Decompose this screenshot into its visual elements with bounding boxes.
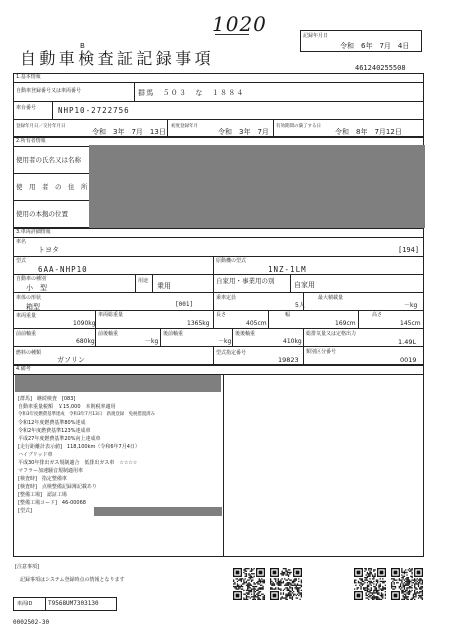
notice-heading: [注意事項] xyxy=(15,564,39,570)
note-line: [整備工場コード] 46-00068 xyxy=(18,500,86,506)
rule xyxy=(95,328,96,346)
fr-axle-value: －kg xyxy=(145,338,159,345)
kind-label: 自動車の種別 xyxy=(16,276,47,282)
rule xyxy=(13,328,424,329)
rule xyxy=(13,256,424,257)
qr-code-2 xyxy=(270,568,302,600)
qr-code-1 xyxy=(233,568,265,600)
maker-label: 車名 xyxy=(16,239,27,245)
use-value: 乗用 xyxy=(157,282,171,290)
rule xyxy=(213,292,214,310)
handwritten-number: 1020 xyxy=(212,12,267,36)
footer-code: 0002502-30 xyxy=(13,619,50,626)
rule xyxy=(13,119,424,120)
first-year-value: 令和 3年 7月 xyxy=(218,128,269,136)
rule xyxy=(273,119,274,137)
vehicle-id-value: T9568UM7303130 xyxy=(48,600,99,607)
height-value: 145cm xyxy=(400,320,421,327)
cert-value: 19823 xyxy=(278,356,299,364)
max-load-value: －kg xyxy=(404,302,418,309)
note-line: [整備工場] 認証工場 xyxy=(18,492,67,498)
doc-number: 461240255508 xyxy=(355,64,406,72)
rule xyxy=(134,82,135,101)
gross-value: 1365kg xyxy=(187,320,210,327)
rule xyxy=(167,119,168,137)
displacement-value: 1.49L xyxy=(398,338,417,346)
weight-label: 車両重量 xyxy=(16,313,37,319)
displacement-label: 総排気量又は定格出力 xyxy=(306,331,357,337)
rule xyxy=(160,328,161,346)
length-label: 長さ xyxy=(216,312,227,318)
capacity-value: 5人 xyxy=(295,302,305,309)
note-line: 自動車重量税額 ￥15,000 本則税率適用 xyxy=(18,404,116,410)
note-line: ハイブリッド車 xyxy=(18,452,53,458)
note-line: [型式] xyxy=(18,508,32,514)
redacted-notes-header xyxy=(15,375,221,392)
rule xyxy=(268,310,269,328)
rf-axle-value: －kg xyxy=(218,338,232,345)
qr-code-3 xyxy=(354,568,386,600)
note-line: [検査時] 点検整備記録簿記載あり xyxy=(18,484,97,490)
note-line: [走行距離計表示値] 118,100km（令和6年7月4日） xyxy=(18,444,140,450)
header-mark: B xyxy=(80,42,85,50)
capacity-label: 乗車定員 xyxy=(216,295,237,301)
rule xyxy=(13,173,89,174)
rule xyxy=(303,292,304,310)
class-value: 0019 xyxy=(400,356,417,364)
rule xyxy=(290,274,291,292)
reg-no-value: 群馬 ５０３ な １８８４ xyxy=(138,89,245,97)
record-date-value: 令和 6年 7月 4日 xyxy=(340,42,410,50)
ff-axle-label: 前前軸重 xyxy=(16,331,37,337)
rule xyxy=(213,256,214,274)
rule xyxy=(223,374,224,557)
maker-code: [194] xyxy=(398,246,420,254)
chassis-label: 車台番号 xyxy=(16,105,37,111)
note-line: 令和12年度燃費基準80%達成 xyxy=(18,420,86,426)
note-line: 平成27年度燃費基準20%向上達成車 xyxy=(18,436,101,442)
fuel-value: ガソリン xyxy=(57,356,85,364)
sec2-heading: 2.所有者情報 xyxy=(16,138,46,144)
cert-label: 型式指定番号 xyxy=(216,350,247,356)
redacted-notes-bottom xyxy=(94,507,222,516)
rule xyxy=(232,328,233,346)
note-line: 令和2年度燃費基準123%達成車 xyxy=(18,428,91,434)
handwritten-underline xyxy=(215,34,249,35)
rule xyxy=(13,200,89,201)
width-label: 幅 xyxy=(285,312,291,318)
note-line: [群馬] 継続検査 [083] xyxy=(18,396,76,402)
note-line: マフラー加速騒音規制適用車 xyxy=(18,468,84,474)
class-label: 類別区分番号 xyxy=(306,349,337,355)
weight-value: 1090kg xyxy=(73,320,96,327)
rule xyxy=(213,346,214,365)
rule xyxy=(358,310,359,328)
body-code: [001] xyxy=(175,301,194,308)
width-value: 169cm xyxy=(335,320,356,327)
record-date-label: 記録年月日 xyxy=(303,33,329,39)
sec3-heading: 3.車両詳細情報 xyxy=(16,229,51,235)
max-load-label: 最大積載量 xyxy=(318,295,344,301)
model-label: 型式 xyxy=(16,258,27,264)
user-name-label: 使用者の氏名又は名称 xyxy=(16,156,81,164)
rule xyxy=(13,82,424,83)
rule xyxy=(135,274,136,292)
purpose-label: 自家用・事業用の別 xyxy=(216,277,275,285)
body-label: 車体の形状 xyxy=(16,295,42,301)
notice-text: 記録事項はシステム登録時点の情報となります xyxy=(20,577,125,583)
page-title: 自動車検査証記録事項 xyxy=(20,49,215,68)
rule xyxy=(213,310,214,328)
base-label: 使用の本拠の位置 xyxy=(16,210,68,218)
rule xyxy=(95,310,96,328)
rule xyxy=(152,274,153,292)
rule xyxy=(13,346,424,347)
rr-axle-label: 後後軸重 xyxy=(235,331,256,337)
rf-axle-label: 後前軸重 xyxy=(163,331,184,337)
engine-value: 1NZ-1LM xyxy=(268,265,307,274)
body-value: 箱型 xyxy=(26,303,40,311)
vehicle-id-label: 車両ID xyxy=(17,601,33,607)
rule xyxy=(13,292,424,293)
gross-label: 車両総重量 xyxy=(98,312,124,318)
rule xyxy=(13,101,424,102)
purpose-value: 自家用 xyxy=(294,281,315,289)
rule xyxy=(303,328,304,346)
note-line: 令和3年度燃費基準達成 令和3年7月13日 新規登録 免税措置済み xyxy=(18,412,155,417)
rr-axle-value: 410kg xyxy=(283,338,302,345)
fr-axle-label: 前後軸重 xyxy=(98,331,119,337)
rule xyxy=(213,274,214,292)
rule xyxy=(52,101,53,119)
rule xyxy=(13,237,424,238)
qr-code-4 xyxy=(391,568,423,600)
note-line: 平成30年排出ガス規制適合 低排出ガス車 ☆☆☆☆ xyxy=(18,460,138,466)
first-year-label: 初度登録年月 xyxy=(171,124,198,129)
kind-value: 小 型 xyxy=(26,284,47,292)
sec4-heading: 4.備考 xyxy=(16,366,31,372)
ff-axle-value: 680kg xyxy=(76,338,95,345)
model-value: 6AA-NHP10 xyxy=(38,265,88,274)
redacted-owner-block xyxy=(89,145,425,228)
rule xyxy=(45,597,46,611)
sec1-heading: 1.基本情報 xyxy=(16,74,41,80)
expiry-label: 有効期間の満了する日 xyxy=(276,124,321,129)
height-label: 高さ xyxy=(372,312,383,318)
first-reg-label: 登録年月日／交付年月日 xyxy=(16,124,66,129)
maker-value: トヨタ xyxy=(38,246,59,254)
chassis-value: NHP10-2722756 xyxy=(58,106,130,115)
rule xyxy=(13,310,424,311)
use-label: 用途 xyxy=(138,278,149,284)
reg-no-label: 自動車登録番号又は車両番号 xyxy=(16,88,82,94)
length-value: 405cm xyxy=(246,320,267,327)
note-line: [検査時] 指定整備車 xyxy=(18,476,67,482)
rule xyxy=(303,346,304,365)
engine-label: 原動機の型式 xyxy=(216,258,247,264)
fuel-label: 燃料の種類 xyxy=(16,350,42,356)
first-reg-value: 令和 3年 7月 13日 xyxy=(92,128,166,136)
rule xyxy=(13,274,424,275)
expiry-value: 令和 8年 7月12日 xyxy=(335,128,402,136)
user-addr-label: 使 用 者 の 住 所 xyxy=(16,183,88,191)
